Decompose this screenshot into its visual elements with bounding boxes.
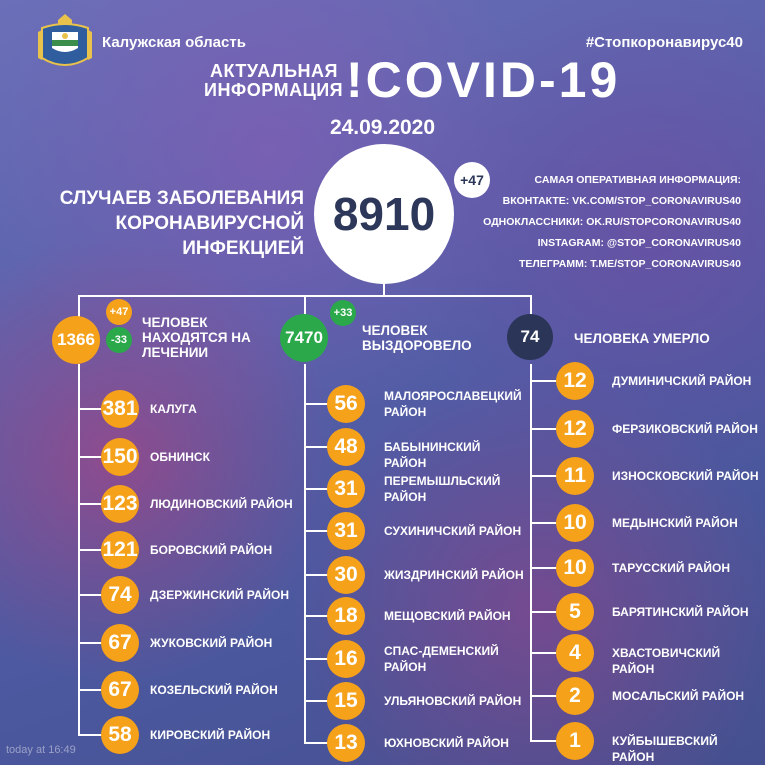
tick [530, 652, 558, 654]
col3-line [530, 364, 532, 742]
tick [530, 428, 558, 430]
district-value: 48 [327, 428, 365, 466]
tick [304, 574, 328, 576]
district-name: ЮХНОВСКИЙ РАЙОН [384, 736, 509, 750]
col2-line [304, 364, 306, 742]
tick [530, 611, 558, 613]
district-name: ФЕРЗИКОВСКИЙ РАЙОН [612, 422, 758, 436]
treatment-circle: 1366 [52, 316, 100, 364]
district-name: КОЗЕЛЬСКИЙ РАЙОН [150, 683, 278, 697]
died-circle: 74 [507, 314, 553, 360]
district-name: ОБНИНСК [150, 450, 210, 464]
tick [530, 522, 558, 524]
district-name: МОСАЛЬСКИЙ РАЙОН [612, 689, 745, 703]
tick [304, 403, 328, 405]
district-name: МЕЩОВСКИЙ РАЙОН [384, 609, 511, 623]
tick [78, 408, 102, 410]
tick [530, 380, 558, 382]
district-name: БАБЫНИНСКИЙ РАЙОН [384, 440, 481, 470]
district-name: УЛЬЯНОВСКИЙ РАЙОН [384, 694, 522, 708]
timestamp: today at 16:49 [6, 744, 76, 756]
tick [78, 503, 102, 505]
treatment-minus-badge: -33 [106, 327, 132, 353]
tick [78, 642, 102, 644]
tick [530, 695, 558, 697]
district-name: КИРОВСКИЙ РАЙОН [150, 728, 271, 742]
tick [78, 456, 102, 458]
info-line-telegram: ТЕЛЕГРАММ: T.ME/STOP_CORONAVIRUS40 [518, 258, 741, 270]
district-name: КУЙБЫШЕВСКИЙ РАЙОН [612, 734, 718, 764]
tick [304, 446, 328, 448]
info-line-heading: САМАЯ ОПЕРАТИВНАЯ ИНФОРМАЦИЯ: [534, 174, 741, 186]
district-name: ЖИЗДРИНСКИЙ РАЙОН [384, 568, 524, 582]
district-name: СУХИНИЧСКИЙ РАЙОН [384, 524, 522, 538]
district-value: 10 [556, 504, 594, 542]
treatment-label: ЧЕЛОВЕК НАХОДЯТСЯ НА ЛЕЧЕНИИ [142, 315, 251, 360]
title-small: АКТУАЛЬНАЯ ИНФОРМАЦИЯ [204, 61, 344, 100]
recovered-label: ЧЕЛОВЕК ВЫЗДОРОВЕЛО [362, 323, 472, 353]
hashtag: #Стопкоронавирус40 [585, 34, 743, 51]
district-value: 31 [327, 470, 365, 508]
district-value: 56 [327, 385, 365, 423]
district-name: ЖУКОВСКИЙ РАЙОН [150, 636, 273, 650]
cases-delta-badge: +47 [454, 162, 490, 198]
district-value: 1 [556, 722, 594, 760]
tick [530, 740, 558, 742]
district-value: 74 [101, 576, 139, 614]
district-name: ХВАСТОВИЧСКИЙ РАЙОН [612, 646, 721, 676]
district-value: 12 [556, 362, 594, 400]
district-name: ЛЮДИНОВСКИЙ РАЙОН [150, 497, 293, 511]
info-line-vk: ВКОНТАКТЕ: VK.COM/STOP_CORONAVIRUS40 [502, 195, 741, 207]
district-name: СПАС-ДЕМЕНСКИЙ РАЙОН [384, 644, 499, 674]
district-value: 58 [101, 716, 139, 754]
cases-label: СЛУЧАЕВ ЗАБОЛЕВАНИЯ КОРОНАВИРУСНОЙ ИНФЕКЦИЕЙ [59, 188, 304, 259]
district-value: 12 [556, 410, 594, 448]
tick [530, 475, 558, 477]
district-value: 123 [101, 485, 139, 523]
district-name: ДЗЕРЖИНСКИЙ РАЙОН [150, 588, 290, 602]
district-value: 4 [556, 634, 594, 672]
tick [304, 658, 328, 660]
treatment-plus-badge: +47 [106, 299, 132, 325]
coat-of-arms-emblem [36, 12, 94, 70]
district-value: 16 [327, 640, 365, 678]
tick [78, 594, 102, 596]
district-value: 381 [101, 390, 139, 428]
tick [304, 530, 328, 532]
info-line-instagram: INSTAGRAM: @STOP_CORONAVIRUS40 [537, 237, 741, 249]
district-value: 11 [556, 457, 594, 495]
recovered-plus-badge: +33 [330, 300, 356, 326]
connector-center-drop [383, 282, 385, 296]
district-value: 67 [101, 624, 139, 662]
tick [78, 734, 102, 736]
district-name: ТАРУССКИЙ РАЙОН [612, 561, 731, 575]
died-label: ЧЕЛОВЕКА УМЕРЛО [574, 331, 710, 346]
tick [78, 549, 102, 551]
district-value: 13 [327, 724, 365, 762]
district-value: 2 [556, 677, 594, 715]
district-value: 121 [101, 531, 139, 569]
report-date: 24.09.2020 [329, 116, 436, 139]
district-value: 67 [101, 671, 139, 709]
tick [304, 700, 328, 702]
tick [304, 615, 328, 617]
total-cases-circle: 8910 [314, 144, 454, 284]
district-name: БОРОВСКИЙ РАЙОН [150, 543, 273, 557]
district-value: 150 [101, 438, 139, 476]
region-name: Калужская область [102, 34, 246, 51]
district-name: МАЛОЯРОСЛАВЕЦКИЙ РАЙОН [384, 389, 522, 419]
district-value: 10 [556, 549, 594, 587]
info-block [483, 170, 741, 275]
recovered-circle: 7470 [280, 314, 328, 362]
info-line-ok: ОДНОКЛАССНИКИ: OK.RU/STOPCORONAVIRUS40 [483, 216, 741, 228]
tick [78, 689, 102, 691]
district-name: ИЗНОСКОВСКИЙ РАЙОН [612, 469, 759, 483]
district-value: 15 [327, 682, 365, 720]
district-value: 30 [327, 556, 365, 594]
district-name: ДУМИНИЧСКИЙ РАЙОН [612, 374, 752, 388]
district-value: 31 [327, 512, 365, 550]
tick [530, 567, 558, 569]
page-title: !COVID-19 [346, 52, 621, 108]
tick [304, 742, 328, 744]
tick [304, 488, 328, 490]
district-name: ПЕРЕМЫШЛЬСКИЙ РАЙОН [384, 474, 501, 504]
district-name: МЕДЫНСКИЙ РАЙОН [612, 516, 738, 530]
district-name: КАЛУГА [150, 402, 197, 416]
district-name: БАРЯТИНСКИЙ РАЙОН [612, 605, 749, 619]
district-value: 5 [556, 593, 594, 631]
district-value: 18 [327, 597, 365, 635]
